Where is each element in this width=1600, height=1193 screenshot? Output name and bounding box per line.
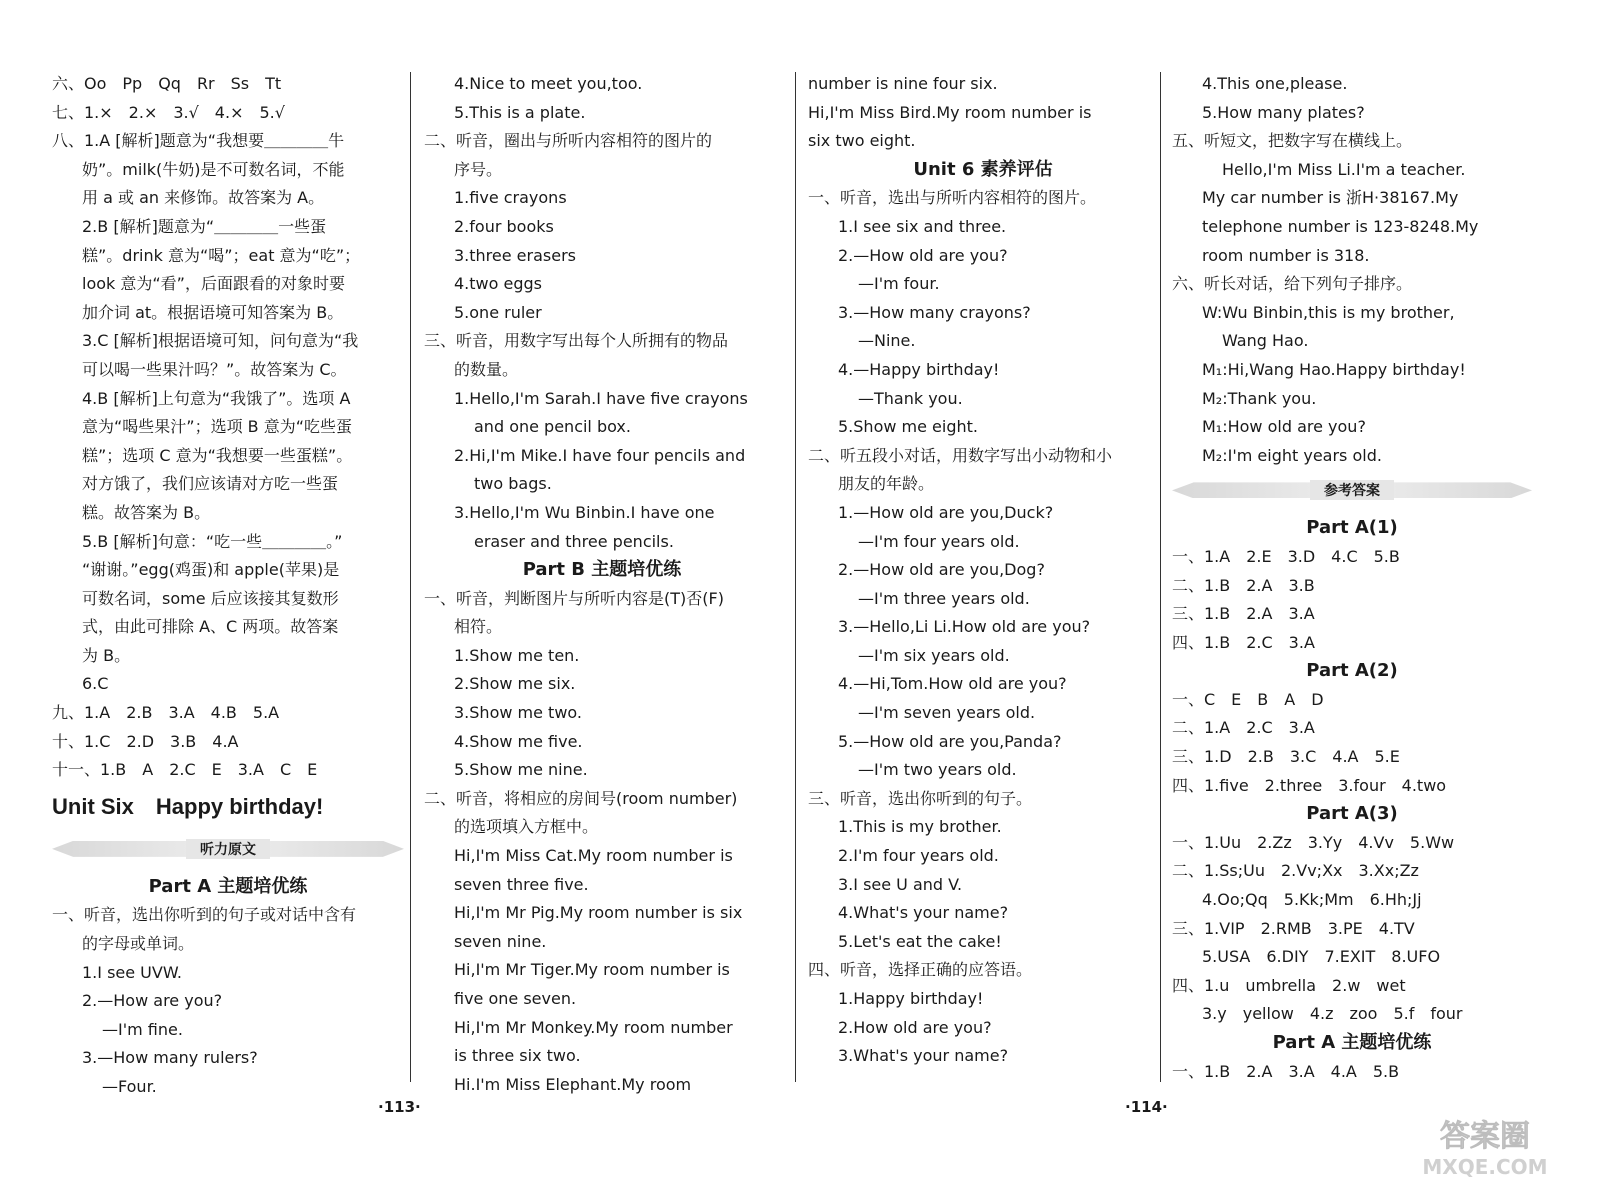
- col2-line: 3.three erasers: [454, 245, 576, 265]
- col4b-line: Part A 主题培优练: [1272, 1032, 1432, 1053]
- col1-lines: [52, 70, 404, 785]
- col4b-line: 5.USA 6.DIY 7.EXIT 8.UFO: [1202, 947, 1441, 967]
- watermark-line1: 答案圈: [1440, 1119, 1530, 1154]
- col3-line: Unit 6 素养评估: [913, 158, 1053, 180]
- col1-line: “谢谢。”egg(鸡蛋)和 apple(苹果)是: [82, 560, 340, 580]
- col4-line: M₂:Thank you.: [1202, 388, 1317, 408]
- col2-line: 4.two eggs: [454, 274, 542, 294]
- col4b-line: 四、1.u umbrella 2.w wet: [1172, 975, 1406, 995]
- col3-line: 1.I see six and three.: [838, 216, 1007, 236]
- col2-line: 1.Show me ten.: [454, 645, 580, 665]
- col1-line: 可以喝一些果汁吗？”。故答案为 C。: [82, 359, 347, 379]
- col2-line: seven three five.: [454, 874, 589, 894]
- listening-banner-label: 听力原文: [186, 839, 270, 859]
- col1-line: 5.B [解析]句意：“吃一些＿＿＿＿。”: [82, 531, 343, 551]
- col3-line: Hi,I'm Miss Bird.My room number is: [808, 102, 1092, 122]
- col1-line: 糕”；选项 C 意为“我想要一些蛋糕”。: [82, 445, 353, 465]
- col2-line: 5.Show me nine.: [454, 760, 588, 780]
- col4b-line: 一、C E B A D: [1172, 689, 1324, 709]
- col1b-line: 一、听音，选出你听到的句子或对话中含有: [52, 905, 357, 925]
- col1b-line: —I'm fine.: [102, 1019, 183, 1039]
- col2-line: Hi,I'm Mr Tiger.My room number is: [454, 960, 730, 980]
- col3-line: 1.This is my brother.: [838, 817, 1002, 837]
- col3-line: —I'm six years old.: [858, 645, 1010, 665]
- col4b-line: 3.y yellow 4.z zoo 5.f four: [1202, 1004, 1463, 1024]
- col4b-line: 一、1.Uu 2.Zz 3.Yy 4.Vv 5.Ww: [1172, 832, 1455, 852]
- col2-line: seven nine.: [454, 931, 547, 951]
- col3-line: 5.Let's eat the cake!: [838, 931, 1002, 951]
- col2-line: Hi,I'm Miss Cat.My room number is: [454, 846, 733, 866]
- col2-line: 4.Nice to meet you,too.: [454, 74, 643, 93]
- col4b-line: 四、1.B 2.C 3.A: [1172, 632, 1315, 652]
- col4b-line: 二、1.A 2.C 3.A: [1172, 718, 1315, 738]
- col2-lines: [424, 70, 780, 1099]
- col1-line: 式，由此可排除 A、C 两项。故答案: [82, 617, 339, 637]
- col3-line: 3.What's your name?: [838, 1046, 1009, 1066]
- col1b-line: 3.—How many rulers?: [82, 1048, 258, 1068]
- col2-line: 3.Hello,I'm Wu Binbin.I have one: [454, 502, 715, 522]
- col1-line: 加介词 at。根据语境可知答案为 B。: [82, 302, 344, 322]
- column-3: [808, 70, 1158, 1071]
- col4-line: Hello,I'm Miss Li.I'm a teacher.: [1222, 159, 1466, 179]
- col4b-line: 三、1.B 2.A 3.A: [1172, 604, 1315, 624]
- page-number-right: ·114·: [1125, 1098, 1168, 1116]
- col3-line: 二、听五段小对话，用数字写出小动物和小: [808, 445, 1113, 465]
- col2-line: Hi.I'm Miss Elephant.My room: [454, 1074, 692, 1094]
- column-2: [424, 70, 780, 1099]
- unit-title: Unit Six Happy birthday!: [52, 793, 324, 819]
- col1-line: look 意为“看”，后面跟看的对象时要: [82, 274, 345, 294]
- page-number-left: ·113·: [378, 1098, 421, 1116]
- col3-line: 朋友的年龄。: [838, 474, 935, 494]
- column-divider-left: [410, 72, 411, 1082]
- col2-line: 相符。: [454, 617, 503, 637]
- col4b-line: 一、1.B 2.A 3.A 4.A 5.B: [1172, 1061, 1400, 1081]
- col4b-line: 4.Oo;Qq 5.Kk;Mm 6.Hh;Jj: [1202, 890, 1422, 910]
- col4-line: telephone number is 123-8248.My: [1202, 216, 1479, 236]
- col4b-line: 一、1.A 2.E 3.D 4.C 5.B: [1172, 546, 1400, 566]
- col3-line: 2.I'm four years old.: [838, 846, 999, 866]
- col3-line: —I'm four years old.: [858, 531, 1020, 551]
- col1-line: 6.C: [82, 674, 109, 694]
- col1-line: 2.B [解析]题意为“＿＿＿＿一些蛋: [82, 216, 327, 236]
- col2-line: 的数量。: [454, 359, 519, 379]
- col1-line: 用 a 或 an 来修饰。故答案为 A。: [82, 188, 325, 208]
- col3-line: —I'm two years old.: [858, 760, 1017, 780]
- col4-line: W:Wu Binbin,this is my brother,: [1202, 302, 1455, 322]
- col4-line: 六、听长对话，给下列句子排序。: [1172, 274, 1413, 294]
- col3-line: —I'm four.: [858, 274, 940, 294]
- column-divider-right: [1160, 72, 1161, 1082]
- col2-line: Part B 主题培优练: [522, 559, 682, 581]
- col4b-line: 四、1.five 2.three 3.four 4.two: [1172, 775, 1447, 795]
- col4b-line: Part A(2): [1306, 660, 1398, 682]
- column-1: [52, 70, 404, 1102]
- col2-line: 1.Hello,I'm Sarah.I have five crayons: [454, 388, 748, 408]
- col4-line: M₁:Hi,Wang Hao.Happy birthday!: [1202, 359, 1466, 379]
- column-divider-center: [795, 72, 796, 1082]
- col2-line: is three six two.: [454, 1046, 581, 1066]
- col1-line: 八、1.A [解析]题意为“我想要＿＿＿＿牛: [52, 131, 345, 151]
- col1-line: 九、1.A 2.B 3.A 4.B 5.A: [52, 703, 280, 723]
- col4-line: M₁:How old are you?: [1202, 417, 1366, 437]
- col1-line: 4.B [解析]上句意为“我饿了”。选项 A: [82, 388, 351, 408]
- col3-line: 2.—How old are you,Dog?: [838, 560, 1045, 580]
- listening-banner: [52, 835, 404, 863]
- col3-line: 5.—How old are you,Panda?: [838, 731, 1062, 751]
- col1-line: 六、Oo Pp Qq Rr Ss Tt: [52, 74, 282, 93]
- col2-line: 2.four books: [454, 216, 554, 236]
- col1-line: 奶”。milk(牛奶)是不可数名词，不能: [82, 159, 345, 179]
- col3-line: six two eight.: [808, 131, 916, 151]
- col3-line: 2.How old are you?: [838, 1017, 992, 1037]
- col1-line: 为 B。: [82, 645, 131, 665]
- column-4: [1172, 70, 1532, 1086]
- col4b-line: 三、1.D 2.B 3.C 4.A 5.E: [1172, 747, 1400, 767]
- col4b-line: Part A(1): [1306, 517, 1398, 539]
- col4b-lines: [1172, 514, 1532, 1086]
- col3-line: 3.I see U and V.: [838, 874, 963, 894]
- col3-line: 4.—Hi,Tom.How old are you?: [838, 674, 1067, 694]
- col1-line: 3.C [解析]根据语境可知，问句意为“我: [82, 331, 359, 351]
- col1-line: 糕。故答案为 B。: [82, 502, 211, 522]
- col2-line: 2.Hi,I'm Mike.I have four pencils and: [454, 445, 746, 465]
- col2-line: 二、听音，圈出与所听内容相符的图片的: [424, 131, 713, 151]
- col1-line: 十一、1.B A 2.C E 3.A C E: [52, 760, 318, 780]
- col1b-line: 的字母或单词。: [82, 934, 195, 954]
- col3-line: 3.—How many crayons?: [838, 302, 1031, 322]
- col1b-lines: [52, 873, 404, 1102]
- col1-line: 十、1.C 2.D 3.B 4.A: [52, 731, 239, 751]
- col4-lines: [1172, 70, 1532, 470]
- col2-line: 序号。: [454, 159, 503, 179]
- col2-line: 1.five crayons: [454, 188, 567, 208]
- col3-line: —Thank you.: [858, 388, 963, 408]
- col2-line: 的选项填入方框中。: [454, 817, 599, 837]
- col3-line: 1.—How old are you,Duck?: [838, 502, 1054, 522]
- answers-banner-label: 参考答案: [1310, 480, 1394, 500]
- col1-line: 可数名词，some 后应该接其复数形: [82, 588, 339, 608]
- col1b-line: —Four.: [102, 1077, 157, 1096]
- col4b-line: 二、1.Ss;Uu 2.Vv;Xx 3.Xx;Zz: [1172, 861, 1419, 881]
- col4-line: Wang Hao.: [1222, 331, 1309, 351]
- col2-line: 二、听音，将相应的房间号(room number): [424, 788, 738, 808]
- col2-line: two bags.: [474, 474, 552, 494]
- col3-line: number is nine four six.: [808, 74, 998, 93]
- col3-line: 1.Happy birthday!: [838, 989, 984, 1008]
- col1-line: 糕”。drink 意为“喝”；eat 意为“吃”；: [82, 245, 361, 265]
- col4b-line: 三、1.VIP 2.RMB 3.PE 4.TV: [1172, 918, 1415, 938]
- col1-line: 七、1.× 2.× 3.√ 4.× 5.√: [52, 102, 285, 122]
- col3-line: 4.—Happy birthday!: [838, 359, 1000, 379]
- col2-line: five one seven.: [454, 989, 577, 1008]
- col2-line: 5.This is a plate.: [454, 102, 586, 122]
- col4b-line: Part A(3): [1306, 803, 1398, 825]
- watermark-line2: MXQE.COM: [1422, 1155, 1548, 1179]
- col3-line: 一、听音，选出与所听内容相符的图片。: [808, 188, 1097, 208]
- col3-line: 4.What's your name?: [838, 903, 1009, 923]
- col3-line: —Nine.: [858, 331, 916, 351]
- col2-line: 一、听音，判断图片与所听内容是(T)否(F): [424, 588, 724, 608]
- col2-line: 三、听音，用数字写出每个人所拥有的物品: [424, 331, 729, 351]
- col3-line: 三、听音，选出你听到的句子。: [808, 788, 1033, 808]
- col1b-line: 1.I see UVW.: [82, 962, 182, 982]
- watermark-logo: [1410, 1112, 1560, 1182]
- col3-line: 5.Show me eight.: [838, 417, 978, 437]
- col1b-line: Part A 主题培优练: [148, 875, 308, 897]
- col2-line: 5.one ruler: [454, 302, 542, 322]
- col3-line: 四、听音，选择正确的应答语。: [808, 960, 1033, 980]
- col2-line: eraser and three pencils.: [474, 531, 674, 551]
- col4-line: 5.How many plates?: [1202, 102, 1365, 122]
- col4-line: M₂:I'm eight years old.: [1202, 445, 1382, 465]
- col4-line: 4.This one,please.: [1202, 74, 1348, 93]
- col1-line: 意为“喝些果汁”；选项 B 意为“吃些蛋: [82, 417, 353, 437]
- col4b-line: 二、1.B 2.A 3.B: [1172, 575, 1315, 595]
- col4-line: 五、听短文，把数字写在横线上。: [1172, 131, 1413, 151]
- col2-line: Hi,I'm Mr Monkey.My room number: [454, 1017, 733, 1037]
- col3-line: 3.—Hello,Li Li.How old are you?: [838, 617, 1091, 637]
- col2-line: and one pencil box.: [474, 417, 631, 437]
- col1-line: 对方饿了，我们应该请对方吃一些蛋: [82, 474, 339, 494]
- col2-line: 3.Show me two.: [454, 703, 582, 723]
- col3-line: 2.—How old are you?: [838, 245, 1008, 265]
- col2-line: 2.Show me six.: [454, 674, 576, 694]
- col3-lines: [808, 70, 1158, 1071]
- col3-line: —I'm seven years old.: [858, 703, 1036, 723]
- col3-line: —I'm three years old.: [858, 588, 1030, 608]
- col2-line: 4.Show me five.: [454, 731, 583, 751]
- col2-line: Hi,I'm Mr Pig.My room number is six: [454, 903, 743, 923]
- col1b-line: 2.—How are you?: [82, 991, 223, 1011]
- col4-line: room number is 318.: [1202, 245, 1370, 265]
- answers-banner: [1172, 476, 1532, 504]
- col4-line: My car number is 浙H·38167.My: [1202, 188, 1459, 208]
